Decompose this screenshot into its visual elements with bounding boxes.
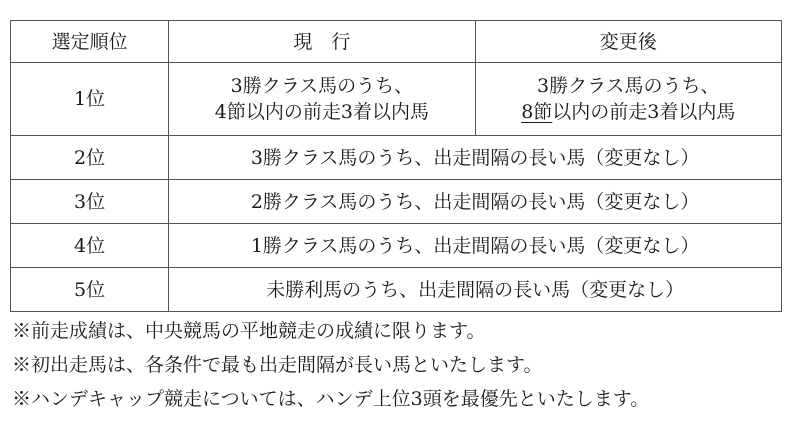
rank-cell: 3位 — [11, 180, 169, 224]
changed-rule-line2-rest: 以内の前走3着以内馬 — [552, 101, 736, 123]
header-changed: 変更後 — [475, 21, 781, 63]
note-first-starters: ※初出走馬は、各条件で最も出走間隔が長い馬といたします。 — [12, 354, 543, 376]
current-rule-line2: 4節以内の前走3着以内馬 — [214, 101, 429, 123]
changed-rule-highlight: 8節 — [521, 101, 553, 123]
changed-rule-line2 — [480, 99, 777, 125]
rule-cell: 1勝クラス馬のうち、出走間隔の長い馬（変更なし） — [169, 224, 782, 268]
table-header-row — [11, 21, 782, 63]
current-rule-cell — [169, 63, 475, 136]
changed-rule-line1: 3勝クラス馬のうち、 — [537, 75, 720, 97]
note-previous-results: ※前走成績は、中央競馬の平地競走の成績に限ります。 — [12, 320, 486, 342]
rule-cell: 2勝クラス馬のうち、出走間隔の長い馬（変更なし） — [169, 180, 782, 224]
rule-cell: 未勝利馬のうち、出走間隔の長い馬（変更なし） — [169, 268, 782, 312]
rank-cell: 2位 — [11, 136, 169, 180]
table-row — [11, 224, 782, 268]
current-rule-line1: 3勝クラス馬のうち、 — [230, 75, 414, 97]
header-current: 現 行 — [169, 21, 475, 63]
note-handicap-races: ※ハンデキャップ競走については、ハンデ上位3頭を最優先といたします。 — [12, 388, 650, 410]
notes-section — [12, 314, 788, 416]
rule-cell: 3勝クラス馬のうち、出走間隔の長い馬（変更なし） — [169, 136, 782, 180]
selection-priority-table — [10, 20, 782, 312]
rank-cell: 1位 — [11, 63, 169, 136]
table-row — [11, 268, 782, 312]
rank-cell: 4位 — [11, 224, 169, 268]
table-row — [11, 63, 782, 136]
table-row — [11, 180, 782, 224]
changed-rule-cell — [475, 63, 781, 136]
header-rank: 選定順位 — [11, 21, 169, 63]
table-row — [11, 136, 782, 180]
rank-cell: 5位 — [11, 268, 169, 312]
